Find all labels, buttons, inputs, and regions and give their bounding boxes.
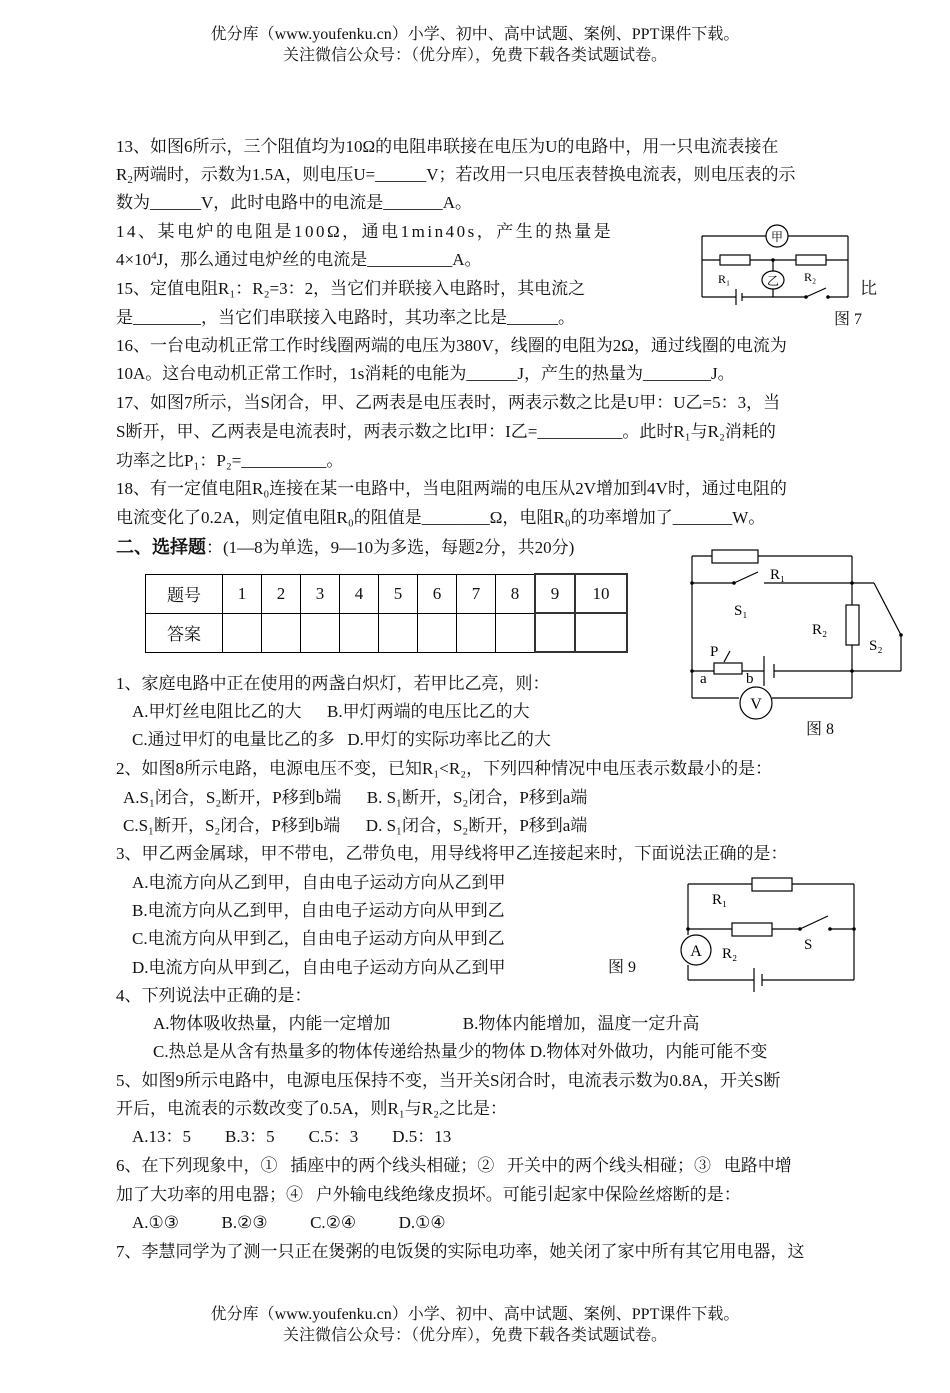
q16-line-1: 16、一台电动机正常工作时线圈两端的电压为380V，线圈的电阻为2Ω，通过线圈的电流为 <box>116 336 787 355</box>
c1-options-ab: A.甲灯丝电阻比乙的大 B.甲灯两端的电压比乙的大 <box>132 702 530 721</box>
q13-line-1: 13、如图6所示，三个阻值均为10Ω的电阻串联接在电压为U的电路中，用一只电流表接在 <box>116 137 779 156</box>
fig9-r2-label: R₂ <box>722 946 738 962</box>
q17-line-2: S断开，甲、乙两表是电流表时，两表示数之比I甲：I乙=__________。此时R₁与R₂消耗的 <box>116 422 776 441</box>
table-number-10: 10 <box>575 574 627 613</box>
q13-line-3: 数为______V，此时电路中的电流是_______A。 <box>116 193 473 212</box>
fig8-a-label: a <box>700 671 707 687</box>
fig8-r1-label: R₁ <box>770 567 786 583</box>
page-header <box>0 24 950 66</box>
q14-line-1: 14、某电炉的电阻是100Ω，通电1min40s，产生的热量是 <box>116 222 614 241</box>
table-number-8: 8 <box>496 574 536 613</box>
q17-line-1: 17、如图7所示，当S闭合，甲、乙两表是电压表时，两表示数之比是U甲：U乙=5：3，当 <box>116 393 781 412</box>
figure-7-circuit <box>698 222 853 314</box>
answer-cell-4[interactable] <box>340 613 379 652</box>
fig7-r2-label: R₂ <box>804 270 817 284</box>
q15-line-1: 15、定值电阻R₁：R₂=3：2，当它们并联接入电路时，其电流之 <box>116 279 586 298</box>
c3-stem: 3、甲乙两金属球，甲不带电，乙带负电，用导线将甲乙连接起来时，下面说法正确的是： <box>116 844 788 863</box>
fig9-s-label: S <box>804 937 813 953</box>
q18-line-1: 18、有一定值电阻R₀连接在某一电路中，当电阻两端的电压从2V增加到4V时，通过电阻的 <box>116 479 787 498</box>
table-number-6: 6 <box>418 574 457 613</box>
fig7-meter-yi: 乙 <box>766 274 780 288</box>
c3-option-d: D.电流方向从甲到乙，自由电子运动方向从乙到甲 <box>132 958 506 977</box>
answer-cell-9[interactable] <box>535 613 575 652</box>
page-footer <box>0 1304 950 1346</box>
fig8-s2-label: S₂ <box>869 638 883 654</box>
answer-cell-1[interactable] <box>223 613 262 652</box>
table-number-9: 9 <box>535 574 575 613</box>
q16-line-2: 10A。这台电动机正常工作时，1s消耗的电能为______J，产生的热量为________J。 <box>116 364 735 383</box>
c4-options-cd: C.热总是从含有热量多的物体传递给热量少的物体 D.物体对外做功，内能可能不变 <box>153 1042 768 1061</box>
fig8-r2-label: R₂ <box>812 622 828 638</box>
fig9-ammeter: A <box>690 943 702 960</box>
c5-line-1: 5、如图9所示电路中，电源电压保持不变，当开关S闭合时，电流表示数为0.8A，开关S断 <box>116 1071 781 1090</box>
answer-cell-8[interactable] <box>496 613 536 652</box>
header-line-1: 优分库（www.youfenku.cn）小学、初中、高中试题、案例、PPT课件下载。 <box>210 26 740 43</box>
table-number-3: 3 <box>301 574 340 613</box>
fig7-meter-jia: 甲 <box>770 230 784 244</box>
answer-cell-10[interactable] <box>575 613 627 652</box>
c2-options-ab: A.S₁闭合，S₂断开，P移到b端 B. S₁断开，S₂闭合，P移到a端 <box>123 788 588 807</box>
c1-options-cd: C.通过甲灯的电量比乙的多 D.甲灯的实际功率比乙的大 <box>132 730 551 749</box>
table-header-label: 题号 <box>146 574 223 613</box>
fig7-label: 图 7 <box>834 311 863 328</box>
q17-line-3: 功率之比P₁：P₂=__________。 <box>116 451 344 470</box>
table-number-2: 2 <box>262 574 301 613</box>
c3-option-c: C.电流方向从甲到乙，自由电子运动方向从甲到乙 <box>132 929 505 948</box>
c6-line-2: 加了大功率的用电器；④ 户外输电线绝缘皮损坏。可能引起家中保险丝熔断的是： <box>116 1185 741 1204</box>
fig8-p-label: P <box>710 644 719 660</box>
answer-cell-2[interactable] <box>262 613 301 652</box>
c3-option-b: B.电流方向从乙到甲，自由电子运动方向从甲到乙 <box>132 901 505 920</box>
c4-stem: 4、下列说法中正确的是： <box>116 986 312 1005</box>
q15-line-1-tail: 比 <box>860 279 877 298</box>
footer-line-1: 优分库（www.youfenku.cn）小学、初中、高中试题、案例、PPT课件下载。 <box>210 1306 740 1323</box>
c6-options: A.①③ B.②③ C.②④ D.①④ <box>132 1213 446 1232</box>
table-answer-label: 答案 <box>146 613 223 652</box>
q15-line-2: 是________，当它们串联接入电路时，其功率之比是______。 <box>116 308 575 327</box>
c6-line-1: 6、在下列现象中，① 插座中的两个线头相碰；② 开关中的两个线头相碰；③ 电路中增 <box>116 1156 792 1175</box>
q14-line-2: $4\times 10^4J$，那么通过电炉丝的电流是__________A。 <box>116 250 482 269</box>
c5-line-2: 开后，电流表的示数改变了0.5A，则R₁与R₂之比是： <box>116 1099 508 1118</box>
fig8-voltmeter: V <box>750 696 762 713</box>
table-number-5: 5 <box>379 574 418 613</box>
fig8-label: 图 8 <box>806 721 835 738</box>
fig8-b-label: b <box>746 671 754 687</box>
answer-cell-7[interactable] <box>457 613 496 652</box>
c1-stem: 1、家庭电路中正在使用的两盏白炽灯，若甲比乙亮，则： <box>116 674 550 693</box>
figure-9-circuit <box>672 870 862 1000</box>
table-number-7: 7 <box>457 574 496 613</box>
table-number-4: 4 <box>340 574 379 613</box>
header-line-2: 关注微信公众号：（优分库），免费下载各类试题试卷。 <box>282 47 667 64</box>
fig7-r1-label: R₁ <box>718 272 731 286</box>
answer-table-answer-row <box>146 613 628 652</box>
answer-table-number-row <box>146 574 628 613</box>
c2-options-cd: C.S₁断开，S₂闭合，P移到b端 D. S₁闭合，S₂断开，P移到a端 <box>123 816 588 835</box>
q13-line-2: $R_2$两端时，示数为1.5A，则电压U=______V；若改用一只电压表替换电流表，则电压表的示 <box>116 165 796 186</box>
c7-line-1: 7、李慧同学为了测一只正在煲粥的电饭煲的实际电功率，她关闭了家中所有其它用电器，这 <box>116 1242 805 1261</box>
answer-table <box>145 573 628 653</box>
c5-options: A.13：5 B.3：5 C.5：3 D.5：13 <box>132 1127 452 1146</box>
table-number-1: 1 <box>223 574 262 613</box>
answer-cell-3[interactable] <box>301 613 340 652</box>
q18-line-2: 电流变化了0.2A，则定值电阻R₀的阻值是________Ω，电阻R₀的功率增加了_______W。 <box>116 508 766 527</box>
c3-option-a: A.电流方向从乙到甲，自由电子运动方向从乙到甲 <box>132 873 506 892</box>
figure-8-circuit <box>684 543 909 728</box>
fig9-r1-label: R₁ <box>712 892 728 908</box>
footer-line-2: 关注微信公众号：（优分库），免费下载各类试题试卷。 <box>282 1327 667 1344</box>
answer-cell-6[interactable] <box>418 613 457 652</box>
c4-options-ab: A.物体吸收热量，内能一定增加 B.物体内能增加，温度一定升高 <box>153 1014 700 1033</box>
section-2-heading: 二、选择题：(1—8为单选，9—10为多选，每题2分，共20分) <box>116 537 575 557</box>
answer-cell-5[interactable] <box>379 613 418 652</box>
fig9-label: 图 9 <box>608 959 637 976</box>
fig8-s1-label: S₁ <box>734 603 748 619</box>
c2-stem: 2、如图8所示电路，电源电压不变，已知R₁<R₂，下列四种情况中电压表示数最小的是： <box>116 759 773 778</box>
